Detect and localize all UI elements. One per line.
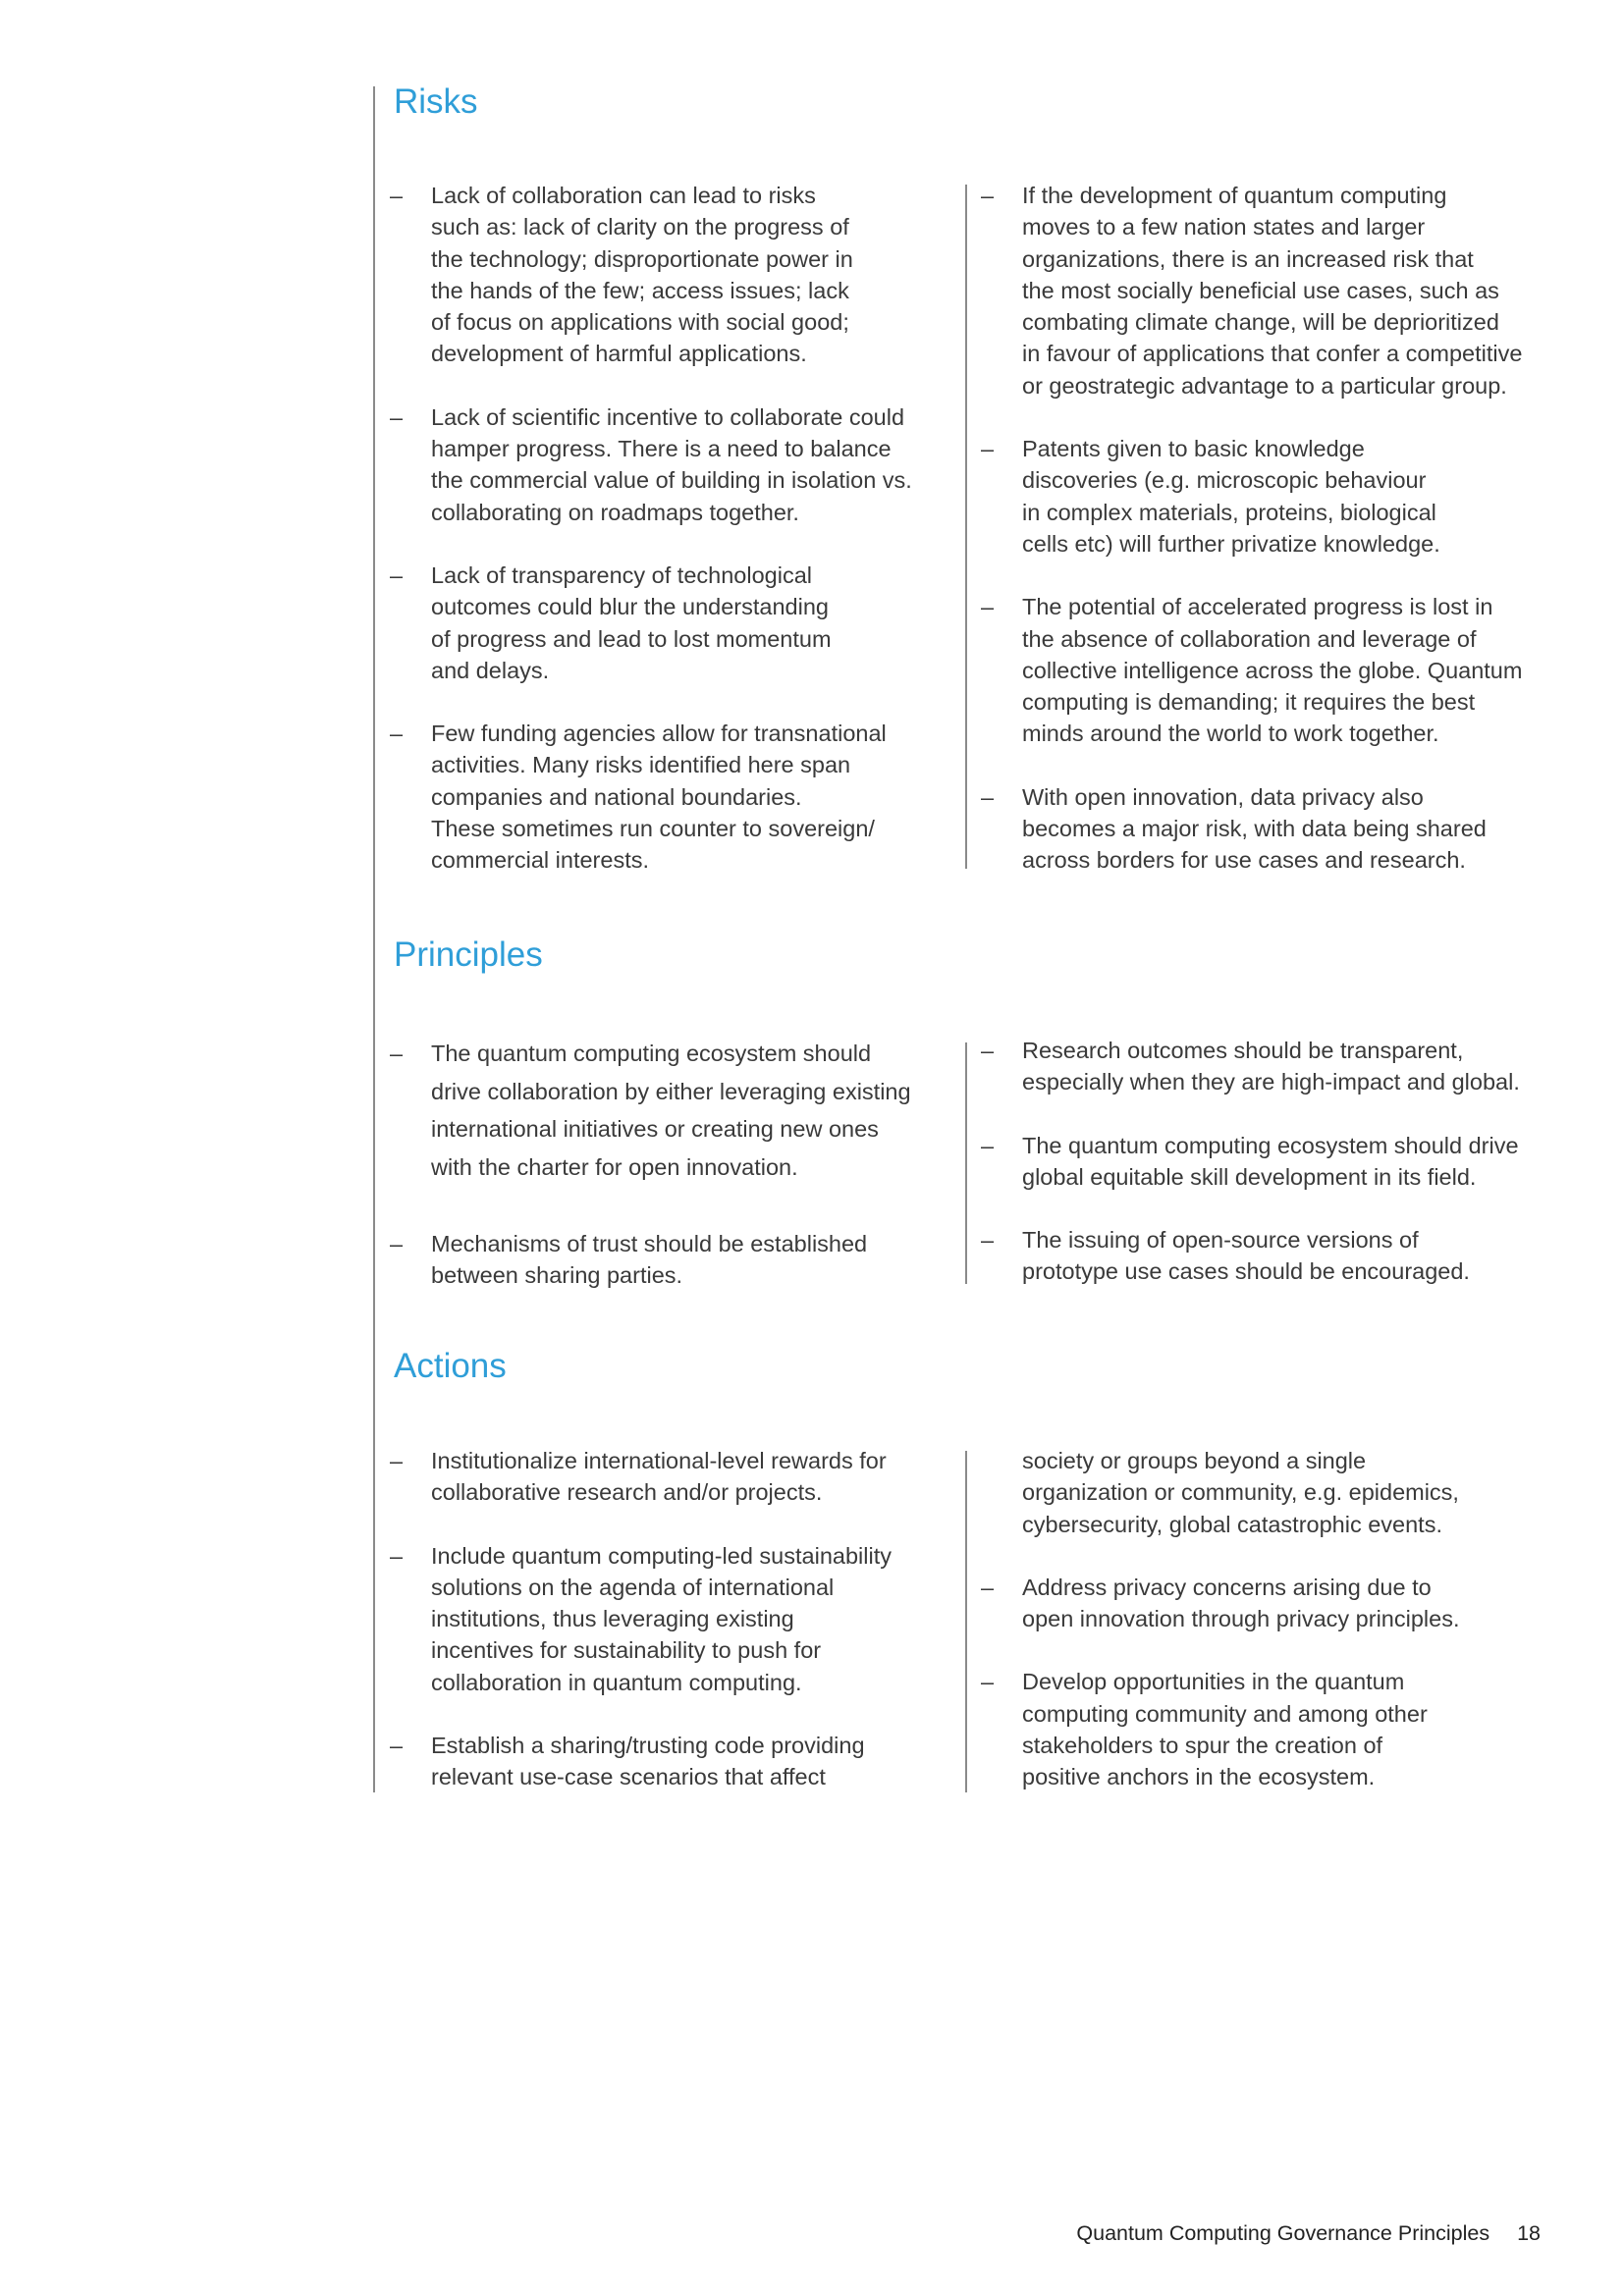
dash-bullet: –	[390, 721, 404, 747]
principle-item	[981, 1224, 1560, 1288]
dash-bullet: –	[981, 783, 995, 810]
dash-bullet: –	[390, 1041, 404, 1066]
risk-item	[390, 718, 940, 876]
dash-bullet: –	[981, 436, 995, 462]
risk-item	[981, 433, 1560, 560]
risk-text: The potential of accelerated progress is lost in the absence of collaboration and leverage of collective intelligence across the globe. Quantum computing is demanding; it requires the best minds around the world to work together.	[1022, 594, 1523, 747]
risk-item	[390, 560, 940, 686]
dash-bullet: –	[390, 1542, 404, 1569]
risk-item	[981, 180, 1560, 401]
risk-text: Lack of scientific incentive to collaborate could hamper progress. There is a need to balance the commercial value of building in isolation vs. collaborating on roadmaps together.	[431, 403, 912, 525]
dash-bullet: –	[390, 403, 404, 430]
risks-heading: Risks	[394, 82, 478, 121]
footer-title: Quantum Computing Governance Principles	[1076, 2221, 1490, 2245]
action-item	[981, 1666, 1560, 1792]
dash-bullet: –	[390, 1231, 404, 1256]
risks-left-list	[390, 180, 940, 877]
risk-text: Patents given to basic knowledge discoveries (e.g. microscopic behaviour in complex materials, proteins, biological cells etc) will further privatize knowledge.	[1022, 436, 1440, 557]
dash-bullet: –	[390, 1733, 404, 1759]
dash-bullet: –	[390, 1448, 404, 1473]
principles-right-list	[981, 1035, 1560, 1288]
dash-bullet: –	[981, 1038, 995, 1063]
risk-item	[981, 781, 1560, 877]
action-item	[390, 1730, 940, 1793]
actions-heading: Actions	[394, 1347, 507, 1385]
dash-bullet: –	[981, 1132, 995, 1158]
risk-text: Lack of collaboration can lead to risks such as: lack of clarity on the progress of the technology; disproportionate power in the hands of the few; access issues; lack of focus on applications with social good; development of harmful applications.	[431, 183, 853, 367]
principle-item	[390, 1228, 940, 1292]
principle-item	[981, 1130, 1560, 1194]
section-rule	[373, 86, 375, 1792]
principle-text: The quantum computing ecosystem should drive global equitable skill development in its field.	[1022, 1132, 1519, 1190]
page-number: 18	[1517, 2221, 1541, 2245]
action-text: Address privacy concerns arising due to open innovation through privacy principles.	[1022, 1574, 1460, 1632]
action-text: Institutionalize international-level rewards for collaborative research and/or projects.	[431, 1448, 887, 1506]
action-text: Establish a sharing/trusting code providing relevant use-case scenarios that affect	[431, 1733, 865, 1790]
dash-bullet: –	[390, 183, 404, 208]
actions-column-divider	[965, 1451, 967, 1792]
risk-text: If the development of quantum computing moves to a few nation states and larger organizations, there is an increased risk that the most socially beneficial use cases, such as combating climate change, will be deprioritized in favour of applications that confer a competitive or geostrategic advantage to a particular group.	[1022, 183, 1523, 399]
principle-text: Mechanisms of trust should be established between sharing parties.	[431, 1231, 868, 1289]
action-text: Include quantum computing-led sustainability solutions on the agenda of international institutions, thus leveraging existing incentives for sustainability to push for collaboration in quantum computing.	[431, 1542, 892, 1695]
action-item	[390, 1445, 940, 1509]
risks-right-list	[981, 180, 1560, 877]
principle-item	[390, 1035, 940, 1186]
risk-text: With open innovation, data privacy also becomes a major risk, with data being shared across borders for use cases and research.	[1022, 783, 1487, 874]
risk-item	[390, 401, 940, 528]
action-text: society or groups beyond a single organization or community, e.g. epidemics, cybersecurity, global catastrophic events.	[1022, 1448, 1459, 1537]
actions-left-list	[390, 1445, 940, 1793]
principle-item	[981, 1035, 1560, 1098]
dash-bullet: –	[981, 1574, 995, 1600]
action-item	[981, 1572, 1560, 1635]
risks-column-divider	[965, 185, 967, 869]
dash-bullet: –	[981, 1669, 995, 1695]
principles-heading: Principles	[394, 935, 543, 974]
principles-left-list	[390, 1035, 940, 1292]
principle-text: Research outcomes should be transparent, especially when they are high-impact and global.	[1022, 1038, 1520, 1095]
risk-text: Few funding agencies allow for transnational activities. Many risks identified here span companies and national boundaries. These sometimes run counter to sovereign/ commercial interests.	[431, 721, 887, 874]
principle-text: The issuing of open-source versions of prototype use cases should be encouraged.	[1022, 1227, 1470, 1285]
action-item	[390, 1540, 940, 1698]
risk-item	[981, 591, 1560, 749]
action-item-continuation	[981, 1445, 1560, 1540]
risk-item	[390, 180, 940, 370]
dash-bullet: –	[390, 561, 404, 588]
dash-bullet: –	[981, 183, 995, 208]
actions-right-list	[981, 1445, 1560, 1793]
principle-text: The quantum computing ecosystem should drive collaboration by either leveraging existing international initiatives or creating new ones with the charter for open innovation.	[431, 1041, 911, 1180]
page-footer	[1076, 2220, 1541, 2246]
action-text: Develop opportunities in the quantum computing community and among other stakeholders to spur the creation of positive anchors in the ecosystem.	[1022, 1669, 1428, 1790]
dash-bullet: –	[981, 1227, 995, 1254]
risk-text: Lack of transparency of technological outcomes could blur the understanding of progress and lead to lost momentum and delays.	[431, 561, 832, 683]
dash-bullet: –	[981, 594, 995, 620]
principles-column-divider	[965, 1042, 967, 1284]
